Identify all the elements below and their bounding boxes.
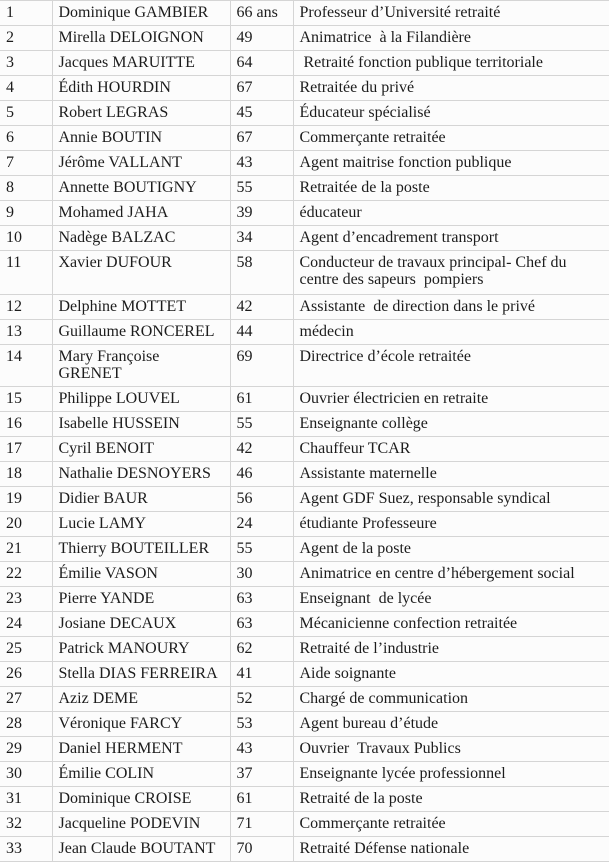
- people-table-body: [0, 1, 609, 862]
- cell-profession: Retraité fonction publique territoriale: [293, 51, 609, 76]
- cell-number: 18: [0, 462, 52, 487]
- cell-name: Patrick MANOURY: [52, 637, 230, 662]
- cell-age: 46: [230, 462, 293, 487]
- table-row: [0, 126, 609, 151]
- cell-number: 30: [0, 762, 52, 787]
- cell-name: Philippe LOUVEL: [52, 387, 230, 412]
- cell-age: 44: [230, 320, 293, 345]
- cell-name: Guillaume RONCEREL: [52, 320, 230, 345]
- cell-name: Mirella DELOIGNON: [52, 26, 230, 51]
- cell-age: 24: [230, 512, 293, 537]
- cell-name: Dominique GAMBIER: [52, 1, 230, 26]
- table-row: [0, 295, 609, 320]
- cell-name: Jean Claude BOUTANT: [52, 837, 230, 862]
- table-row: [0, 51, 609, 76]
- cell-number: 28: [0, 712, 52, 737]
- cell-age: 53: [230, 712, 293, 737]
- cell-profession: étudiante Professeure: [293, 512, 609, 537]
- cell-age: 45: [230, 101, 293, 126]
- cell-name: Véronique FARCY: [52, 712, 230, 737]
- cell-name: Jacques MARUITTE: [52, 51, 230, 76]
- table-row: [0, 201, 609, 226]
- table-row: [0, 76, 609, 101]
- cell-age: 69: [230, 345, 293, 387]
- cell-number: 6: [0, 126, 52, 151]
- table-row: [0, 762, 609, 787]
- cell-age: 39: [230, 201, 293, 226]
- cell-number: 16: [0, 412, 52, 437]
- cell-profession: Retraité de l’industrie: [293, 637, 609, 662]
- table-row: [0, 176, 609, 201]
- table-row: [0, 251, 609, 295]
- cell-number: 23: [0, 587, 52, 612]
- cell-age: 66 ans: [230, 1, 293, 26]
- table-row: [0, 26, 609, 51]
- cell-profession: Chauffeur TCAR: [293, 437, 609, 462]
- cell-name: Nadège BALZAC: [52, 226, 230, 251]
- cell-number: 17: [0, 437, 52, 462]
- table-row: [0, 537, 609, 562]
- table-row: [0, 345, 609, 387]
- cell-profession: Conducteur de travaux principal- Chef du centre des sapeurs pompiers: [293, 251, 609, 295]
- cell-age: 70: [230, 837, 293, 862]
- cell-name: Didier BAUR: [52, 487, 230, 512]
- table-row: [0, 637, 609, 662]
- cell-profession: Agent bureau d’étude: [293, 712, 609, 737]
- cell-number: 32: [0, 812, 52, 837]
- cell-number: 15: [0, 387, 52, 412]
- table-row: [0, 712, 609, 737]
- cell-age: 67: [230, 76, 293, 101]
- cell-profession: Ouvrier Travaux Publics: [293, 737, 609, 762]
- cell-profession: Retraité de la poste: [293, 787, 609, 812]
- cell-name: Stella DIAS FERREIRA: [52, 662, 230, 687]
- cell-name: Émilie COLIN: [52, 762, 230, 787]
- cell-number: 22: [0, 562, 52, 587]
- table-row: [0, 320, 609, 345]
- cell-name: Isabelle HUSSEIN: [52, 412, 230, 437]
- table-row: [0, 437, 609, 462]
- cell-number: 4: [0, 76, 52, 101]
- cell-profession: Assistante maternelle: [293, 462, 609, 487]
- cell-name: Robert LEGRAS: [52, 101, 230, 126]
- cell-age: 43: [230, 737, 293, 762]
- cell-age: 63: [230, 612, 293, 637]
- cell-number: 12: [0, 295, 52, 320]
- cell-name: Nathalie DESNOYERS: [52, 462, 230, 487]
- table-row: [0, 737, 609, 762]
- table-row: [0, 101, 609, 126]
- cell-age: 43: [230, 151, 293, 176]
- cell-name: Jacqueline PODEVIN: [52, 812, 230, 837]
- table-row: [0, 487, 609, 512]
- table-row: [0, 812, 609, 837]
- cell-name: Édith HOURDIN: [52, 76, 230, 101]
- cell-profession: Ouvrier électricien en retraite: [293, 387, 609, 412]
- cell-number: 33: [0, 837, 52, 862]
- cell-age: 52: [230, 687, 293, 712]
- cell-profession: Professeur d’Université retraité: [293, 1, 609, 26]
- table-row: [0, 412, 609, 437]
- table-row: [0, 612, 609, 637]
- cell-profession: Chargé de communication: [293, 687, 609, 712]
- table-row: [0, 562, 609, 587]
- cell-age: 61: [230, 787, 293, 812]
- cell-number: 27: [0, 687, 52, 712]
- table-row: [0, 387, 609, 412]
- cell-name: Émilie VASON: [52, 562, 230, 587]
- cell-profession: Enseignante collège: [293, 412, 609, 437]
- cell-number: 14: [0, 345, 52, 387]
- cell-profession: Mécanicienne confection retraitée: [293, 612, 609, 637]
- cell-name: Mohamed JAHA: [52, 201, 230, 226]
- cell-name: Lucie LAMY: [52, 512, 230, 537]
- cell-age: 71: [230, 812, 293, 837]
- cell-age: 55: [230, 176, 293, 201]
- cell-profession: Agent de la poste: [293, 537, 609, 562]
- cell-name: Dominique CROISE: [52, 787, 230, 812]
- cell-profession: Retraité Défense nationale: [293, 837, 609, 862]
- cell-profession: Agent d’encadrement transport: [293, 226, 609, 251]
- cell-age: 42: [230, 437, 293, 462]
- cell-age: 55: [230, 412, 293, 437]
- cell-age: 34: [230, 226, 293, 251]
- cell-profession: médecin: [293, 320, 609, 345]
- cell-profession: Agent GDF Suez, responsable syndical: [293, 487, 609, 512]
- cell-name: Xavier DUFOUR: [52, 251, 230, 295]
- cell-name: Delphine MOTTET: [52, 295, 230, 320]
- cell-age: 55: [230, 537, 293, 562]
- cell-profession: Agent maitrise fonction publique: [293, 151, 609, 176]
- cell-profession: Enseignant de lycée: [293, 587, 609, 612]
- table-row: [0, 1, 609, 26]
- cell-number: 5: [0, 101, 52, 126]
- cell-number: 19: [0, 487, 52, 512]
- cell-profession: Commerçante retraitée: [293, 126, 609, 151]
- cell-name: Annette BOUTIGNY: [52, 176, 230, 201]
- cell-name: Josiane DECAUX: [52, 612, 230, 637]
- cell-age: 67: [230, 126, 293, 151]
- cell-profession: Commerçante retraitée: [293, 812, 609, 837]
- cell-age: 42: [230, 295, 293, 320]
- cell-name: Pierre YANDE: [52, 587, 230, 612]
- cell-name: Aziz DEME: [52, 687, 230, 712]
- cell-age: 64: [230, 51, 293, 76]
- cell-profession: Animatrice à la Filandière: [293, 26, 609, 51]
- cell-number: 29: [0, 737, 52, 762]
- cell-number: 3: [0, 51, 52, 76]
- cell-name: Mary Françoise GRENET: [52, 345, 230, 387]
- cell-number: 2: [0, 26, 52, 51]
- cell-profession: éducateur: [293, 201, 609, 226]
- table-row: [0, 787, 609, 812]
- cell-profession: Animatrice en centre d’hébergement social: [293, 562, 609, 587]
- cell-number: 9: [0, 201, 52, 226]
- cell-age: 49: [230, 26, 293, 51]
- table-row: [0, 512, 609, 537]
- cell-age: 58: [230, 251, 293, 295]
- cell-number: 7: [0, 151, 52, 176]
- cell-name: Jérôme VALLANT: [52, 151, 230, 176]
- table-row: [0, 587, 609, 612]
- cell-profession: Éducateur spécialisé: [293, 101, 609, 126]
- cell-name: Thierry BOUTEILLER: [52, 537, 230, 562]
- cell-profession: Aide soignante: [293, 662, 609, 687]
- cell-age: 41: [230, 662, 293, 687]
- cell-number: 10: [0, 226, 52, 251]
- table-row: [0, 151, 609, 176]
- cell-number: 1: [0, 1, 52, 26]
- cell-number: 11: [0, 251, 52, 295]
- cell-number: 20: [0, 512, 52, 537]
- cell-name: Daniel HERMENT: [52, 737, 230, 762]
- cell-number: 24: [0, 612, 52, 637]
- cell-profession: Directrice d’école retraitée: [293, 345, 609, 387]
- table-row: [0, 462, 609, 487]
- cell-number: 31: [0, 787, 52, 812]
- table-row: [0, 226, 609, 251]
- cell-age: 62: [230, 637, 293, 662]
- cell-name: Cyril BENOIT: [52, 437, 230, 462]
- cell-age: 61: [230, 387, 293, 412]
- table-row: [0, 687, 609, 712]
- cell-number: 8: [0, 176, 52, 201]
- table-row: [0, 662, 609, 687]
- cell-age: 63: [230, 587, 293, 612]
- cell-profession: Retraitée du privé: [293, 76, 609, 101]
- cell-number: 21: [0, 537, 52, 562]
- cell-number: 26: [0, 662, 52, 687]
- cell-number: 13: [0, 320, 52, 345]
- cell-age: 56: [230, 487, 293, 512]
- cell-profession: Assistante de direction dans le privé: [293, 295, 609, 320]
- cell-profession: Enseignante lycée professionnel: [293, 762, 609, 787]
- table-row: [0, 837, 609, 862]
- cell-number: 25: [0, 637, 52, 662]
- cell-age: 30: [230, 562, 293, 587]
- cell-name: Annie BOUTIN: [52, 126, 230, 151]
- cell-age: 37: [230, 762, 293, 787]
- cell-profession: Retraitée de la poste: [293, 176, 609, 201]
